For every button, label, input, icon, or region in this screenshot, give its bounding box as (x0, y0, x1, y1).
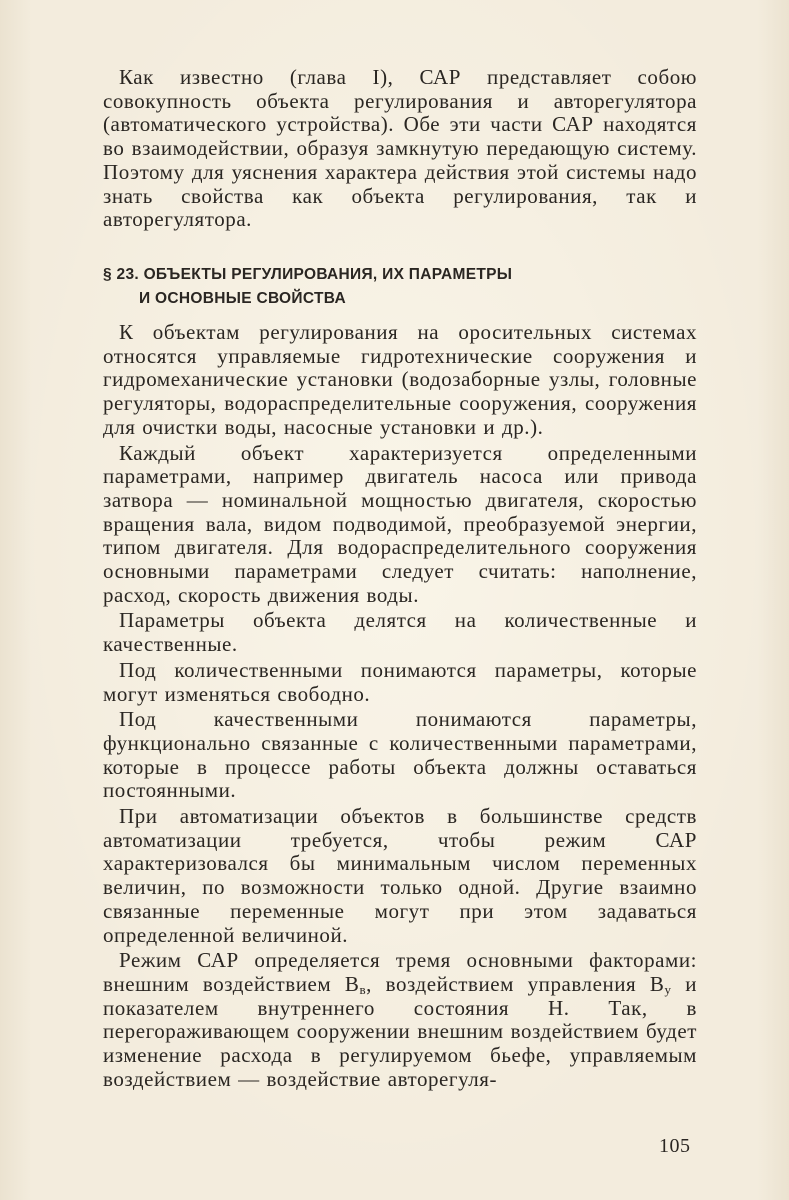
subscript: у (664, 981, 672, 997)
text-run: и показателем внутреннего состояния Н. Так, в перегораживающем сооружении внешним воздействием будет изменение расхода в регулируемом бьефе, управляемым воздействием — воздействие авторегуля- (103, 971, 698, 1091)
section-heading-line1: § 23. ОБЪЕКТЫ РЕГУЛИРОВАНИЯ, ИХ ПАРАМЕТРЫ (103, 266, 513, 283)
section-heading (103, 263, 697, 311)
paragraph: К объектам регулирования на оросительных системах относятся управляемые гидротехнические сооружения и гидромеханические установки (водозаборные узлы, головные регуляторы, водораспределительные сооружения, сооружения для очистки воды, насосные установки и др.). (103, 320, 697, 439)
section-body (103, 321, 697, 1092)
subscript: в (359, 981, 367, 997)
section-heading-line2: И ОСНОВНЫЕ СВОЙСТВА (139, 290, 346, 307)
intro-block (103, 66, 697, 232)
text-run: Режим САР определяется тремя основными факторами: внешним воздействием В (103, 948, 697, 996)
intro-paragraph: Как известно (глава I), САР представляет собою совокупность объекта регулирования и авторегулятора (автоматического устройства). Обе эти части САР находятся во взаимодействии, образуя замкнутую передающую систему. Поэтому для уяснения характера действия этой системы надо знать свойства как объекта регулирования, так и авторегулятора. (103, 65, 697, 232)
text-run: , воздействием управления В (366, 971, 665, 996)
paragraph: Параметры объекта делятся на количественные и качественные. (103, 608, 697, 657)
paragraph: Под количественными понимаются параметры, которые могут изменяться свободно. (103, 657, 697, 706)
paragraph: При автоматизации объектов в большинстве средств автоматизации требуется, чтобы режим САР характеризовался бы минимальным числом переменных величин, по возможности только одной. Другие взаимно связанные переменные могут при этом задаваться определенной величиной. (103, 804, 697, 947)
paragraph: Каждый объект характеризуется определенными параметрами, например двигатель насоса или привода затвора — номинальной мощностью двигателя, скоростью вращения вала, видом подводимой, преобразуемой энергии, типом двигателя. Для водораспределительного сооружения основными параметрами следует считать: наполнение, расход, скорость движения воды. (103, 440, 697, 607)
paragraph-last (103, 949, 697, 1091)
paragraph: Под качественными понимаются параметры, функционально связанные с количественными параметрами, которые в процессе работы объекта должны оставаться постоянными. (103, 707, 697, 803)
page-number: 105 (659, 1135, 691, 1157)
